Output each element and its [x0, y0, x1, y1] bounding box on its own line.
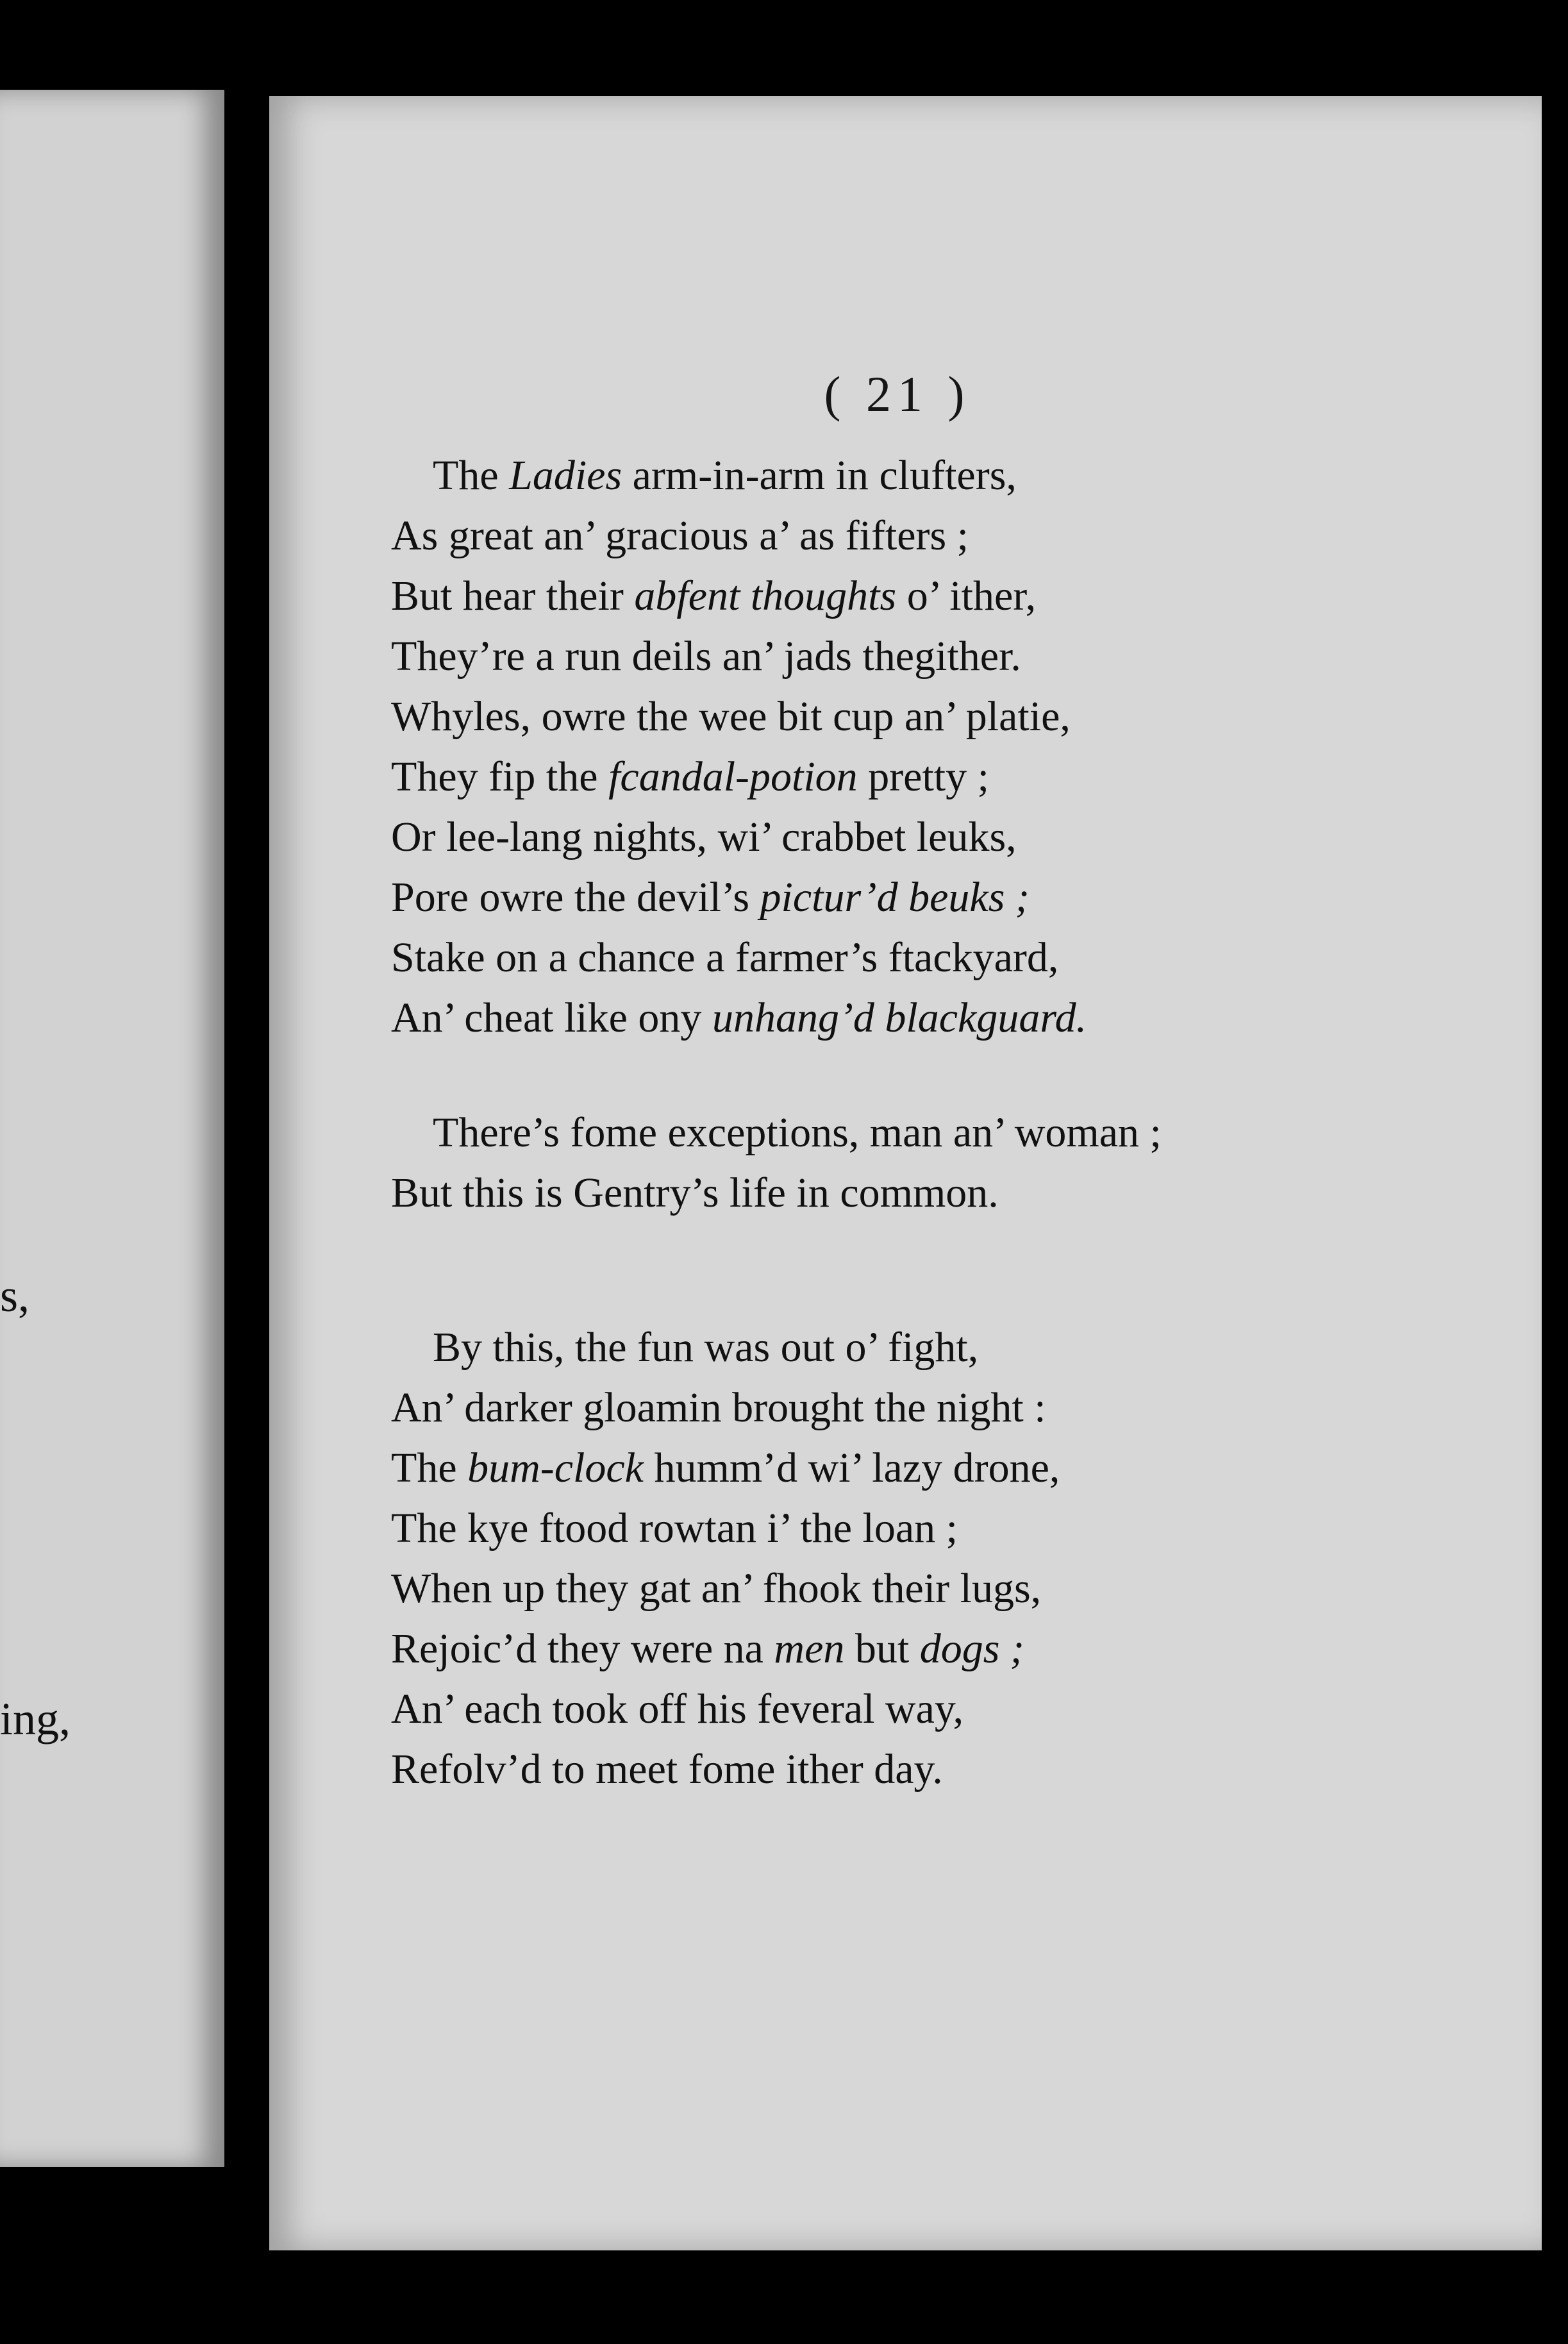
poem-line: [391, 1318, 1060, 1378]
text-segment: An’ each took off his feveral way,: [391, 1686, 964, 1732]
poem-line: [391, 446, 1087, 506]
text-segment: Refolv’d to meet fome ither day.: [391, 1746, 943, 1793]
poem-line: [391, 506, 1087, 566]
stanza: [391, 446, 1087, 1048]
text-segment: but: [844, 1625, 920, 1672]
poem-line: [391, 626, 1087, 687]
italic-text: unhang’d blackguard.: [712, 994, 1087, 1041]
text-segment: There’s fome exceptions, man an’ woman ;: [433, 1109, 1162, 1156]
left-page-fragment: ing,: [0, 1693, 71, 1745]
text-segment: arm-in-arm in clufters,: [622, 452, 1017, 499]
text-segment: But hear their: [391, 573, 635, 619]
poem-line: [391, 988, 1087, 1048]
left-page: [0, 90, 224, 2167]
poem-line: [391, 687, 1087, 747]
poem-line: [391, 807, 1087, 867]
poem-line: [391, 1679, 1060, 1739]
text-segment: They fip the: [391, 753, 609, 800]
poem-line: [391, 1559, 1060, 1619]
page-number: ( 21 ): [824, 366, 971, 422]
stanza: [391, 1318, 1060, 1800]
italic-text: abfent thoughts: [634, 573, 897, 619]
text-segment: humm’d wi’ lazy drone,: [643, 1444, 1060, 1491]
poem-line: [391, 1378, 1060, 1438]
italic-text: dogs ;: [919, 1625, 1024, 1672]
poem-line: [391, 1619, 1060, 1679]
text-segment: The kye ftood rowtan i’ the loan ;: [391, 1505, 958, 1552]
text-segment: An’ cheat like ony: [391, 994, 712, 1041]
italic-text: Ladies: [509, 452, 622, 499]
text-segment: Or lee-lang nights, wi’ crabbet leuks,: [391, 814, 1017, 860]
poem-line: [391, 1498, 1060, 1559]
text-segment: Stake on a chance a farmer’s ftackyard,: [391, 934, 1059, 981]
italic-text: pictur’d beuks ;: [760, 874, 1030, 921]
text-segment: The: [433, 452, 510, 499]
left-page-fragment: s,: [0, 1270, 30, 1321]
italic-text: bum-clock: [467, 1444, 644, 1491]
text-segment: The: [391, 1444, 468, 1491]
text-segment: As great an’ gracious a’ as fifters ;: [391, 512, 969, 559]
stanza: [391, 1103, 1162, 1223]
poem-line: [391, 1163, 1162, 1223]
text-segment: They’re a run deils an’ jads thegither.: [391, 633, 1021, 680]
poem-line: [391, 1438, 1060, 1498]
text-segment: But this is Gentry’s life in common.: [391, 1169, 999, 1216]
poem-line: [391, 867, 1087, 928]
text-segment: When up they gat an’ fhook their lugs,: [391, 1565, 1042, 1612]
poem-line: [391, 1103, 1162, 1163]
right-page: [269, 96, 1542, 2250]
italic-text: men: [774, 1625, 845, 1672]
text-segment: An’ darker gloamin brought the night :: [391, 1384, 1046, 1431]
text-segment: o’ ither,: [896, 573, 1037, 619]
poem-line: [391, 1739, 1060, 1800]
text-segment: Pore owre the devil’s: [391, 874, 760, 921]
text-segment: Whyles, owre the wee bit cup an’ platie,: [391, 693, 1071, 740]
poem-line: [391, 566, 1087, 626]
italic-text: fcandal-potion: [608, 753, 858, 800]
text-segment: By this, the fun was out o’ fight,: [433, 1324, 979, 1371]
text-segment: pretty ;: [857, 753, 989, 800]
poem-line: [391, 747, 1087, 807]
text-segment: Rejoic’d they were na: [391, 1625, 774, 1672]
poem-line: [391, 928, 1087, 988]
